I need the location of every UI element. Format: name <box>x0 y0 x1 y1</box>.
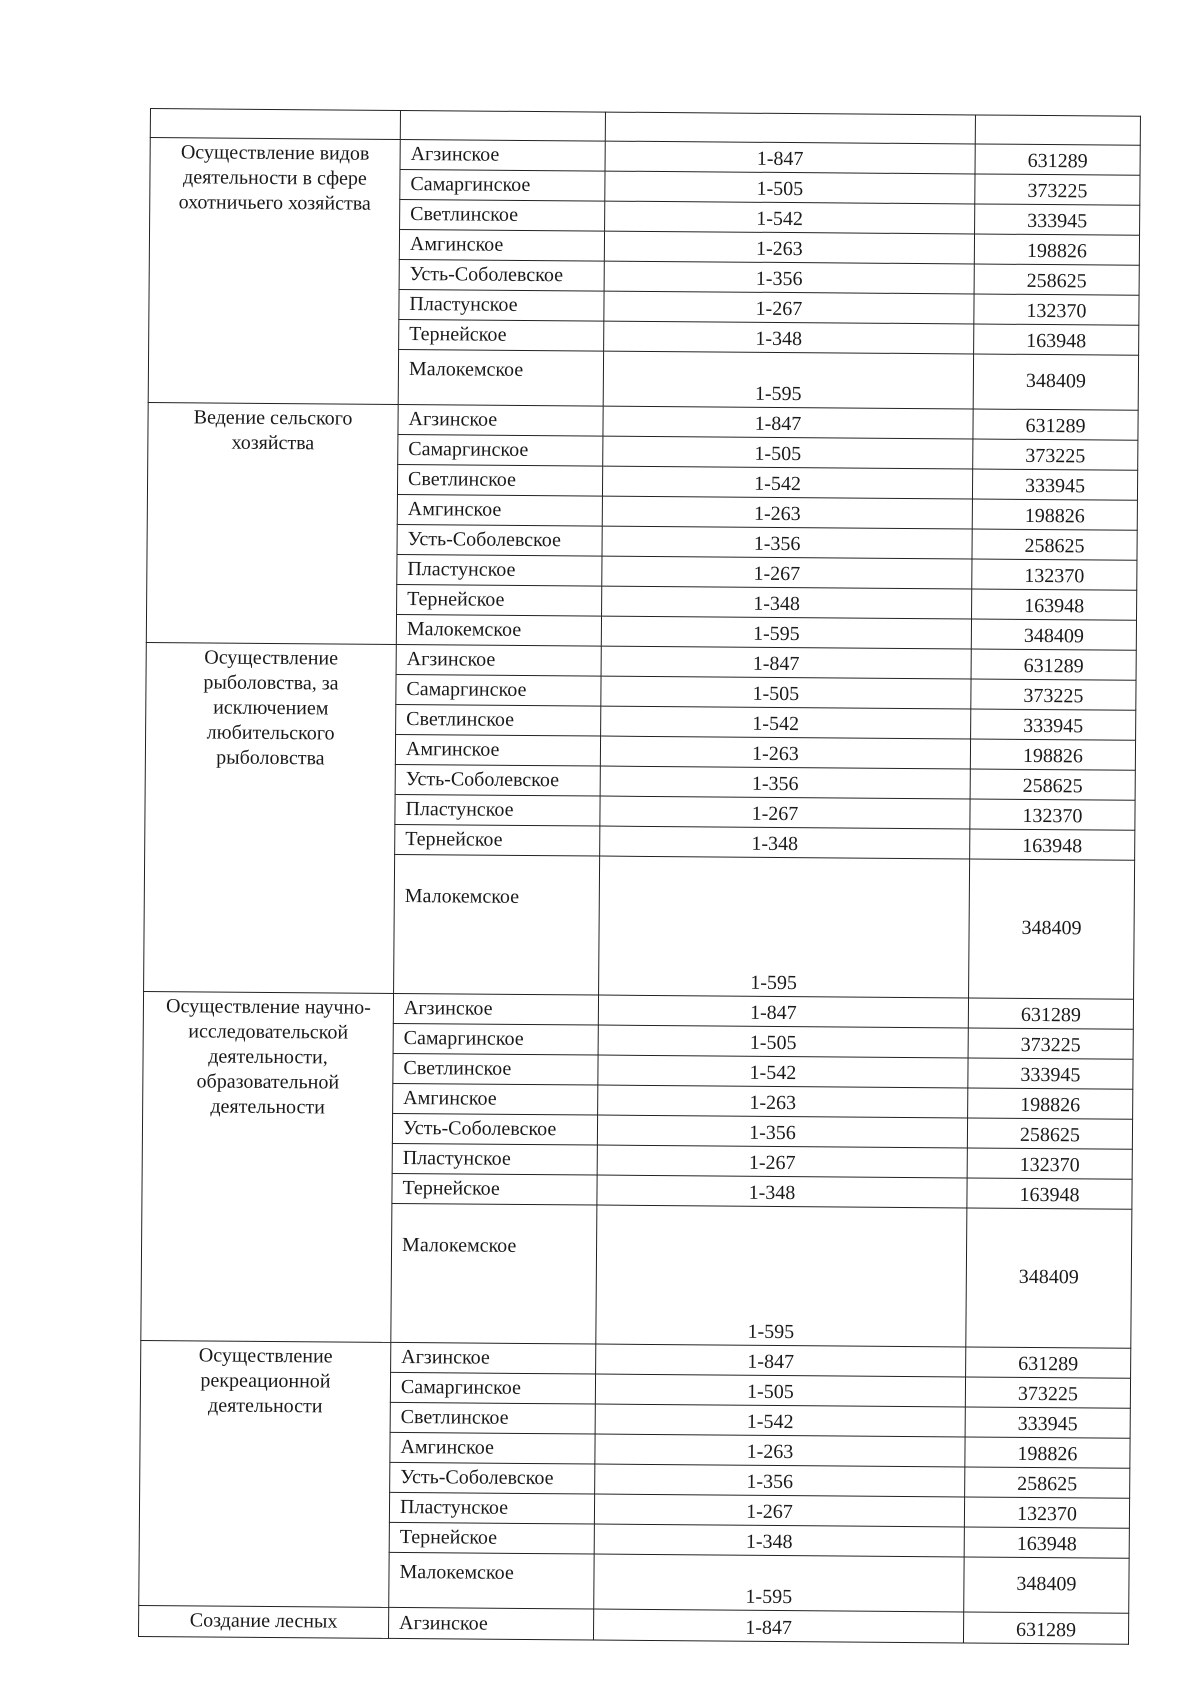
area-cell: 348409 <box>971 619 1136 650</box>
activity-type-cell: Осуществление видов деятельности в сфере охотничьего хозяйства <box>148 138 400 405</box>
quarter-range-cell: 1-356 <box>604 261 974 294</box>
forestry-name-cell: Агзинское <box>398 404 603 436</box>
quarter-range-cell: 1-505 <box>598 1025 968 1058</box>
quarter-range-cell: 1-847 <box>605 141 975 174</box>
area-cell: 132370 <box>972 559 1137 590</box>
forestry-name-cell: Самаргинское <box>396 674 601 706</box>
quarter-range-cell: 1-356 <box>595 1464 965 1497</box>
quarter-range-cell: 1-356 <box>600 766 970 799</box>
area-cell: 198826 <box>965 1437 1130 1468</box>
quarter-range-cell: 1-505 <box>595 1374 965 1407</box>
area-cell: 333945 <box>971 709 1136 740</box>
activity-type-cell: Ведение сельского хозяйства <box>146 402 398 644</box>
quarter-range-cell: 1-847 <box>593 1609 963 1643</box>
quarter-range-cell: 1-356 <box>597 1115 967 1148</box>
forestry-name-cell: Малокемское <box>398 349 603 406</box>
quarter-range-cell: 1-595 <box>599 856 970 998</box>
area-cell: 198826 <box>968 1088 1133 1119</box>
activity-type-cell: Осуществление рыболовства, за исключением любительского рыболовства <box>144 642 397 993</box>
header-cell <box>150 109 400 140</box>
area-cell: 348409 <box>969 859 1135 999</box>
forestry-name-cell: Усть-Соболевское <box>390 1462 595 1494</box>
quarter-range-cell: 1-267 <box>604 291 974 324</box>
quarter-range-cell: 1-267 <box>597 1145 967 1178</box>
forestry-name-cell: Пластунское <box>395 794 600 826</box>
forestry-name-cell: Самаргинское <box>393 1023 598 1055</box>
area-cell: 348409 <box>966 1208 1132 1348</box>
area-cell: 163948 <box>974 324 1139 355</box>
forestry-name-cell: Агзинское <box>391 1342 596 1374</box>
quarter-range-cell: 1-542 <box>602 466 972 499</box>
quarter-range-cell: 1-267 <box>594 1494 964 1527</box>
forestry-name-cell: Тернейское <box>392 1173 597 1205</box>
area-cell: 258625 <box>974 264 1139 295</box>
area-cell: 132370 <box>967 1148 1132 1179</box>
forestry-name-cell: Светлинское <box>393 1053 598 1085</box>
area-cell: 348409 <box>964 1557 1129 1613</box>
forestry-name-cell: Пластунское <box>399 289 604 321</box>
forestry-name-cell: Пластунское <box>392 1143 597 1175</box>
area-cell: 258625 <box>972 529 1137 560</box>
quarter-range-cell: 1-847 <box>601 646 971 679</box>
forestry-name-cell: Тернейское <box>395 824 600 856</box>
table-row <box>148 402 1138 440</box>
forestry-name-cell: Агзинское <box>393 993 598 1025</box>
activity-type-cell: Осуществление рекреационной деятельности <box>139 1340 391 1607</box>
quarter-range-cell: 1-505 <box>601 676 971 709</box>
quarter-range-cell: 1-263 <box>600 736 970 769</box>
forestry-name-cell: Малокемское <box>394 854 600 995</box>
area-cell: 132370 <box>970 799 1135 830</box>
quarter-range-cell: 1-847 <box>596 1344 966 1377</box>
quarter-range-cell: 1-348 <box>594 1524 964 1557</box>
area-cell: 258625 <box>970 769 1135 800</box>
area-cell: 333945 <box>975 204 1140 235</box>
quarter-range-cell: 1-505 <box>605 171 975 204</box>
quarter-range-cell: 1-595 <box>603 351 973 409</box>
table-row <box>138 1605 1128 1644</box>
table-row <box>146 642 1136 680</box>
table-row <box>150 138 1140 176</box>
forestry-name-cell: Пластунское <box>397 554 602 586</box>
table-row <box>143 991 1133 1029</box>
area-cell: 631289 <box>971 649 1136 680</box>
forestry-name-cell: Агзинское <box>388 1607 593 1640</box>
forestry-name-cell: Тернейское <box>399 319 604 351</box>
area-cell: 333945 <box>972 469 1137 500</box>
area-cell: 333945 <box>965 1407 1130 1438</box>
forestry-name-cell: Пластунское <box>389 1492 594 1524</box>
forestry-name-cell: Самаргинское <box>390 1372 595 1404</box>
table-row <box>141 1340 1131 1378</box>
forestry-name-cell: Агзинское <box>400 139 605 171</box>
quarter-range-cell: 1-356 <box>602 526 972 559</box>
quarter-range-cell: 1-542 <box>598 1055 968 1088</box>
area-cell: 258625 <box>965 1467 1130 1498</box>
quarter-range-cell: 1-348 <box>600 826 970 859</box>
forestry-name-cell: Светлинское <box>397 464 602 496</box>
quarter-range-cell: 1-542 <box>595 1404 965 1437</box>
quarter-range-cell: 1-263 <box>602 496 972 529</box>
quarter-range-cell: 1-348 <box>602 586 972 619</box>
forestry-name-cell: Малокемское <box>389 1552 594 1609</box>
forestry-name-cell: Тернейское <box>397 584 602 616</box>
activity-type-cell: Осуществление научно-исследовательской деятельности, образовательной деятельности <box>141 991 394 1342</box>
forestry-name-cell: Амгинское <box>390 1432 595 1464</box>
forestry-name-cell: Усть-Соболевское <box>397 524 602 556</box>
area-cell: 373225 <box>971 679 1136 710</box>
forestry-name-cell: Усть-Соболевское <box>395 764 600 796</box>
activity-type-cell: Создание лесных <box>138 1605 388 1638</box>
quarter-range-cell: 1-348 <box>597 1175 967 1208</box>
header-cell <box>975 115 1140 145</box>
forestry-name-cell: Амгинское <box>397 494 602 526</box>
area-cell: 631289 <box>963 1612 1128 1644</box>
area-cell: 333945 <box>968 1058 1133 1089</box>
quarter-range-cell: 1-542 <box>601 706 971 739</box>
quarter-range-cell: 1-263 <box>598 1085 968 1118</box>
forestry-name-cell: Агзинское <box>396 644 601 676</box>
header-cell <box>605 112 975 144</box>
forestry-name-cell: Самаргинское <box>400 169 605 201</box>
area-cell: 198826 <box>972 499 1137 530</box>
forestry-table <box>138 108 1141 1645</box>
header-cell <box>400 110 605 141</box>
quarter-range-cell: 1-267 <box>600 796 970 829</box>
forestry-name-cell: Амгинское <box>395 734 600 766</box>
quarter-range-cell: 1-263 <box>604 231 974 264</box>
forestry-name-cell: Малокемское <box>396 614 601 646</box>
quarter-range-cell: 1-595 <box>594 1554 964 1612</box>
area-cell: 631289 <box>975 144 1140 175</box>
area-cell: 348409 <box>973 354 1138 410</box>
quarter-range-cell: 1-542 <box>605 201 975 234</box>
area-cell: 373225 <box>973 439 1138 470</box>
quarter-range-cell: 1-263 <box>595 1434 965 1467</box>
area-cell: 631289 <box>973 409 1138 440</box>
area-cell: 132370 <box>974 294 1139 325</box>
area-cell: 163948 <box>972 589 1137 620</box>
area-cell: 631289 <box>968 998 1133 1029</box>
quarter-range-cell: 1-847 <box>598 995 968 1028</box>
forestry-name-cell: Малокемское <box>391 1203 597 1344</box>
area-cell: 198826 <box>970 739 1135 770</box>
quarter-range-cell: 1-348 <box>604 321 974 354</box>
area-cell: 373225 <box>975 174 1140 205</box>
forestry-name-cell: Тернейское <box>389 1522 594 1554</box>
area-cell: 163948 <box>967 1178 1132 1209</box>
forestry-name-cell: Светлинское <box>400 199 605 231</box>
forestry-name-cell: Усть-Соболевское <box>392 1113 597 1145</box>
quarter-range-cell: 1-505 <box>603 436 973 469</box>
area-cell: 163948 <box>964 1527 1129 1558</box>
forestry-name-cell: Самаргинское <box>398 434 603 466</box>
forestry-name-cell: Светлинское <box>390 1402 595 1434</box>
area-cell: 631289 <box>966 1347 1131 1378</box>
quarter-range-cell: 1-267 <box>602 556 972 589</box>
quarter-range-cell: 1-595 <box>596 1205 967 1347</box>
area-cell: 132370 <box>964 1497 1129 1528</box>
quarter-range-cell: 1-595 <box>601 616 971 649</box>
quarter-range-cell: 1-847 <box>603 406 973 439</box>
area-cell: 198826 <box>974 234 1139 265</box>
forestry-name-cell: Усть-Соболевское <box>399 259 604 291</box>
forestry-name-cell: Амгинское <box>399 229 604 261</box>
area-cell: 373225 <box>968 1028 1133 1059</box>
forestry-name-cell: Амгинское <box>393 1083 598 1115</box>
area-cell: 163948 <box>970 829 1135 860</box>
area-cell: 373225 <box>965 1377 1130 1408</box>
area-cell: 258625 <box>967 1118 1132 1149</box>
forestry-name-cell: Светлинское <box>396 704 601 736</box>
table-body <box>138 109 1140 1645</box>
